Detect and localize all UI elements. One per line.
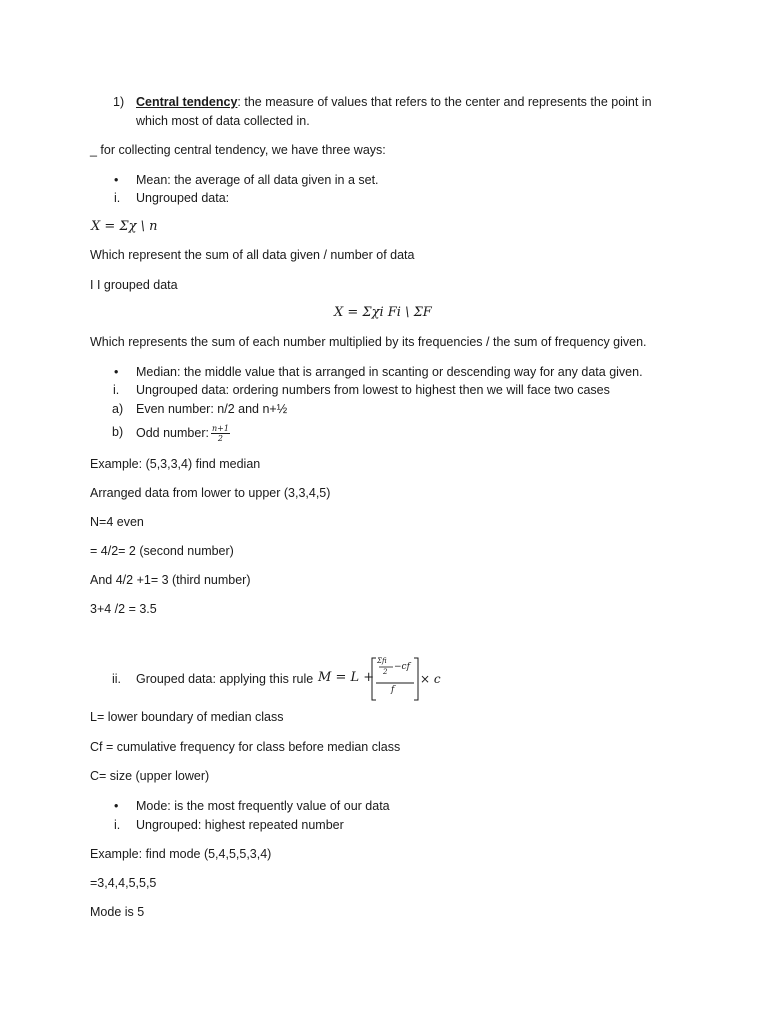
median-item: Median: the middle value that is arranged in scanting or descending way for any data given.: [136, 365, 643, 379]
mean-ungrouped: Ungrouped data:: [136, 191, 230, 205]
grouped-label: I I grouped data: [90, 278, 178, 292]
definition-text: : the measure of values that refers to the center and represents the point in: [237, 95, 652, 109]
formula-description: Which represent the sum of all data given / number of data: [90, 248, 415, 262]
definition-line: L= lower boundary of median class: [90, 710, 284, 724]
example-step: Arranged data from lower to upper (3,3,4,5): [90, 486, 331, 500]
definition-line: [136, 94, 652, 110]
example-result: 3+4 /2 = 3.5: [90, 602, 157, 616]
median-rule-inner-numerator: Σfi: [377, 657, 387, 665]
list-marker: 1): [113, 95, 125, 109]
median-rule-minus-cf: −cf: [394, 662, 410, 672]
defined-term: Central tendency: [136, 95, 238, 109]
definition-line: Cf = cumulative frequency for class before median class: [90, 740, 401, 754]
mean-formula-grouped: X = Σχi Fi \ ΣF: [334, 305, 432, 320]
median-rule-lhs: M = L +: [318, 670, 375, 685]
median-even: Even number: n/2 and n+½: [136, 402, 288, 416]
list-marker: a): [112, 402, 124, 416]
grouped-median-rule: Grouped data: applying this rule: [136, 672, 314, 686]
mean-formula-ungrouped: X = Σχ \ n: [91, 219, 158, 234]
example-step: And 4/2 +1= 3 (third number): [90, 573, 251, 587]
mode-ungrouped: Ungrouped: highest repeated number: [136, 818, 344, 832]
fraction-numerator: n+1: [211, 424, 229, 433]
example-step: = 4/2= 2 (second number): [90, 544, 234, 558]
list-marker: i.: [114, 191, 121, 205]
bullet-marker: •: [114, 173, 119, 187]
example-result: Mode is 5: [90, 905, 145, 919]
formula-description: Which represents the sum of each number multiplied by its frequencies / the sum of frequency given.: [90, 335, 647, 349]
intro-line: _ for collecting central tendency, we have three ways:: [90, 143, 386, 157]
example-title: Example: find mode (5,4,5,5,3,4): [90, 847, 272, 861]
fraction-denominator: 2: [217, 434, 223, 443]
median-rule-inner-denominator: 2: [383, 668, 388, 676]
median-odd: [136, 424, 230, 443]
bullet-marker: •: [114, 365, 119, 379]
list-marker: i.: [114, 818, 121, 832]
list-marker: i.: [113, 383, 120, 397]
example-step: =3,4,4,5,5,5: [90, 876, 157, 890]
median-rule-denominator: f: [391, 685, 395, 695]
median-odd-label: Odd number:: [136, 425, 209, 440]
mode-item: Mode: is the most frequently value of our data: [136, 799, 390, 813]
example-title: Example: (5,3,3,4) find median: [90, 457, 261, 471]
bullet-marker: •: [114, 799, 119, 813]
median-ungrouped: Ungrouped data: ordering numbers from lowest to highest then we will face two cases: [136, 383, 610, 397]
odd-fraction: [211, 424, 230, 443]
list-marker: ii.: [112, 672, 122, 686]
definition-continuation: which most of data collected in.: [136, 114, 310, 128]
example-step: N=4 even: [90, 515, 144, 529]
definition-line: C= size (upper lower): [90, 769, 210, 783]
mean-item: Mean: the average of all data given in a set.: [136, 173, 379, 187]
list-marker: b): [112, 425, 124, 439]
median-rule-tail: × c: [420, 672, 441, 686]
